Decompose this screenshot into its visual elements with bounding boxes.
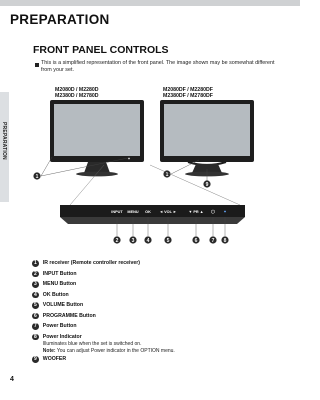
legend-item xyxy=(32,281,76,288)
legend-item xyxy=(32,323,77,330)
stand-left xyxy=(84,162,110,173)
callout-text: 2 xyxy=(115,237,119,244)
legend-label: MENU Button xyxy=(42,281,77,287)
control-panel xyxy=(60,205,245,224)
model-name: M2380D / M2780D xyxy=(55,93,99,99)
page-title: PREPARATION xyxy=(10,12,110,27)
legend-item xyxy=(32,334,82,341)
callout-text: 5 xyxy=(166,237,170,244)
number-badge: 4 xyxy=(32,292,39,299)
number-badge: 9 xyxy=(32,356,39,363)
legend-item xyxy=(32,356,66,363)
section-title: FRONT PANEL CONTROLS xyxy=(33,44,169,56)
monitor-right xyxy=(160,100,254,176)
legend-label: WOOFER xyxy=(42,356,67,362)
legend-label: IR receiver (Remote controller receiver) xyxy=(42,260,140,266)
legend-item xyxy=(32,302,83,309)
legend-label: PROGRAMME Button xyxy=(42,312,96,319)
callout-text: 1 xyxy=(165,171,169,178)
number-badge: 8 xyxy=(32,334,39,341)
page-number: 4 xyxy=(10,376,14,383)
power-indicator-note xyxy=(43,348,175,354)
legend-label: Power Indicator xyxy=(42,333,82,340)
model-name: M2080D / M2280D xyxy=(55,87,99,93)
legend-item xyxy=(32,271,77,278)
panel-label-input: INPUT xyxy=(111,210,123,214)
note-text: You can adjust Power indicator in the OPTION menu. xyxy=(55,348,175,354)
note-label: Note: xyxy=(42,348,56,354)
intro-text: This is a simplified representation of the front panel. The image shown may be somewhat different from your set. xyxy=(41,60,275,73)
panel-label-programme: ▼ PR ▲ xyxy=(188,210,204,214)
number-badge: 1 xyxy=(32,260,39,267)
side-tab-label: PREPARATION xyxy=(1,122,7,160)
number-badge: 6 xyxy=(32,313,39,320)
legend-label: INPUT Button xyxy=(42,270,77,277)
callout-text: 3 xyxy=(131,237,135,244)
legend-label: VOLUME Button xyxy=(42,302,84,308)
callout-text: 7 xyxy=(211,237,215,244)
legend-item xyxy=(32,292,69,299)
callout-text: 8 xyxy=(223,237,227,244)
number-badge: 7 xyxy=(32,323,39,330)
legend-item xyxy=(32,260,140,267)
panel-label-menu: MENU xyxy=(127,210,139,214)
number-badge: 5 xyxy=(32,302,39,309)
legend-item xyxy=(32,313,96,320)
power-indicator-led xyxy=(224,211,226,213)
legend-label: OK Button xyxy=(42,291,69,298)
callout-text: 9 xyxy=(205,181,209,188)
callout-text: 4 xyxy=(146,237,150,244)
number-badge: 2 xyxy=(32,271,39,278)
panel-callouts xyxy=(113,236,228,243)
panel-label-ok: OK xyxy=(145,210,151,214)
model-name: M2080DF / M2280DF xyxy=(163,87,213,93)
number-badge: 3 xyxy=(32,281,39,288)
panel-label-volume: ◄ VOL ► xyxy=(159,210,177,214)
monitor-left xyxy=(50,100,144,176)
ir-receiver-dot xyxy=(128,158,130,160)
model-name: M2380DF / M2780DF xyxy=(163,93,213,99)
callout-text: 6 xyxy=(194,237,198,244)
callout-text: 1 xyxy=(35,173,39,180)
power-indicator-description: Illuminates blue when the set is switched on. xyxy=(42,341,142,347)
power-icon: ⏻ xyxy=(211,209,215,216)
legend-label: Power Button xyxy=(42,323,77,329)
